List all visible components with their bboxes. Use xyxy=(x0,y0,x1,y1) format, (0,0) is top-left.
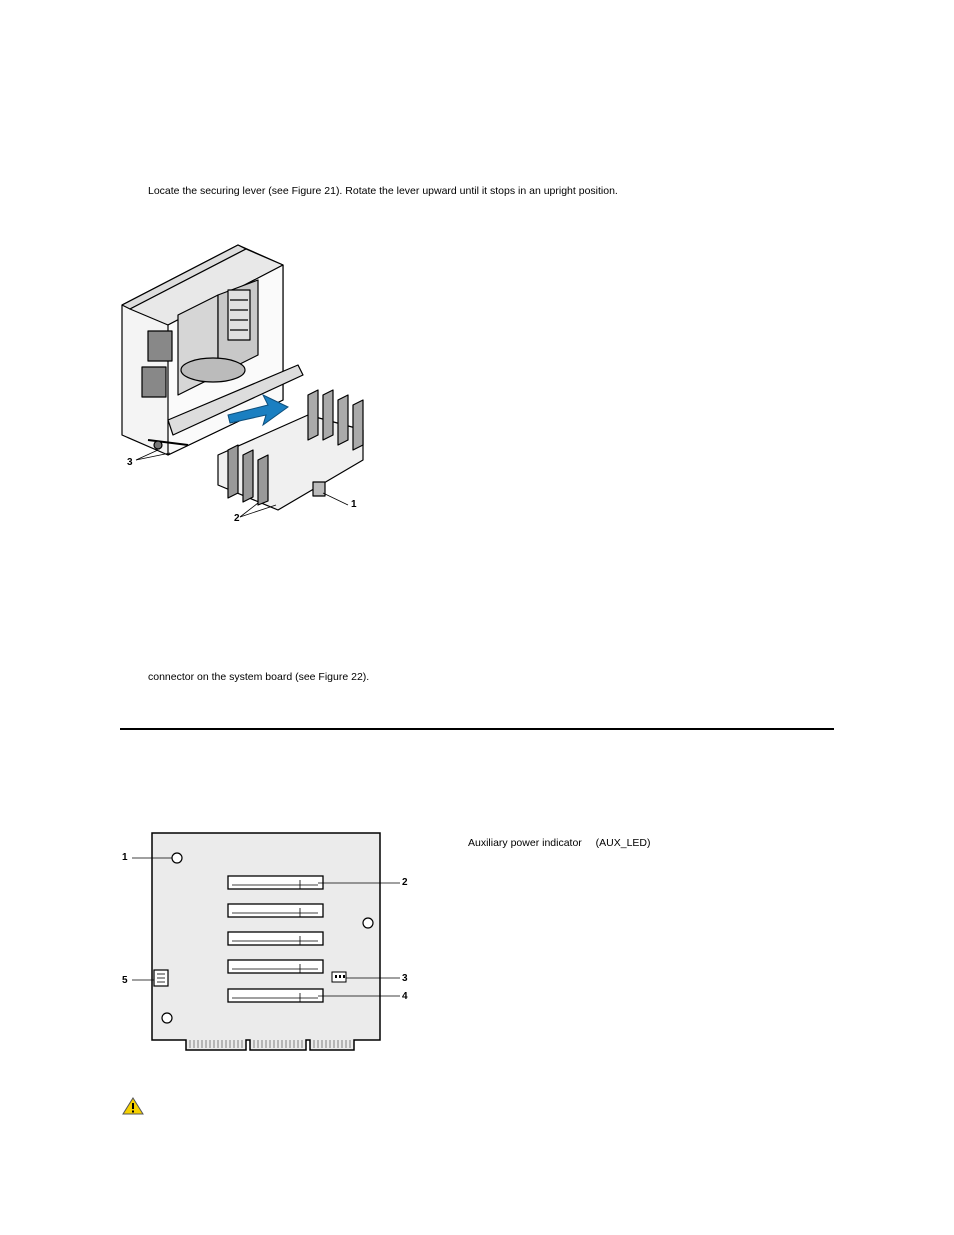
figure-21-illustration xyxy=(118,235,368,525)
figure-22-callout-4: 4 xyxy=(402,991,408,1002)
connector-instruction: connector on the system board (see Figure 22). xyxy=(148,671,370,683)
figure-22-callout-1: 1 xyxy=(122,852,128,863)
legend-label: Auxiliary power indicator xyxy=(468,837,582,849)
legend-item-1 xyxy=(468,837,651,849)
reference-link[interactable] xyxy=(337,700,367,710)
figure-22-callout-5: 5 xyxy=(122,975,128,986)
legend-code: (AUX_LED) xyxy=(595,837,651,849)
section-divider xyxy=(120,728,834,730)
figure-22-callout-2: 2 xyxy=(402,877,408,888)
figure-21-callout-1: 1 xyxy=(351,499,357,510)
caution-triangle-icon xyxy=(122,1097,144,1115)
figure-22-riser-board xyxy=(118,828,418,1058)
figure-21-callout-3: 3 xyxy=(127,457,133,468)
figure-21-callout-2: 2 xyxy=(234,513,240,524)
step-instruction: Locate the securing lever (see Figure 21). Rotate the lever upward until it stops in an upright position. xyxy=(148,185,618,197)
figure-22-callout-3: 3 xyxy=(402,973,408,984)
safety-instructions-link[interactable] xyxy=(453,1100,585,1110)
